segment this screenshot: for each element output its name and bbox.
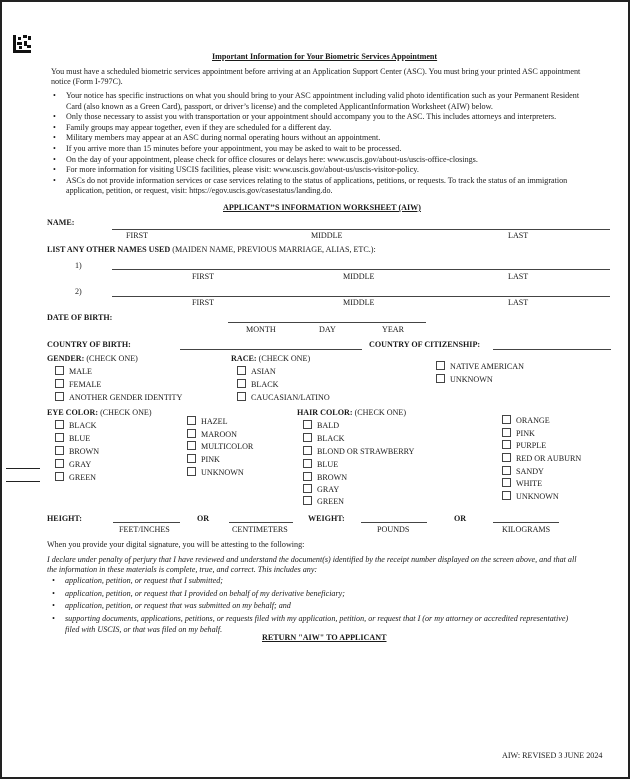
bullet-item: • Military members may appear at an ASC during normal operating hours without an appointment. xyxy=(50,133,579,144)
hair-option[interactable]: SANDY xyxy=(502,466,544,477)
name-field[interactable] xyxy=(112,229,610,230)
weight-label: WEIGHT: xyxy=(308,514,345,523)
race-option-native-american[interactable]: NATIVE AMERICAN xyxy=(436,361,524,372)
eye-option[interactable]: BROWN xyxy=(55,446,99,457)
country-citizenship-label: COUNTRY OF CITIZENSHIP: xyxy=(369,340,481,349)
checkbox-icon[interactable] xyxy=(303,484,312,493)
bullet-item: • Your notice has specific instructions on what you should bring to your ASC appointment including valid photo identification such as your Permanent Resident Card (also known as a Green Card), passport, or driver’s license) and the completed ApplicantInformation Worksheet (AIW) below. xyxy=(50,91,579,112)
checkbox-icon[interactable] xyxy=(55,433,64,442)
eye-option[interactable]: PINK xyxy=(187,454,220,465)
bullet-item: • Family groups may appear together, even if they are scheduled for a different day. xyxy=(50,123,579,134)
checkbox-icon[interactable] xyxy=(502,478,511,487)
hair-option[interactable]: WHITE xyxy=(502,478,542,489)
checkbox-icon[interactable] xyxy=(502,491,511,500)
attest-item: • supporting documents, applications, petitions, or requests filed with my application, petition, or request that I (or my attorney or accredited representative) filed with USCIS, or that was filed on my behalf. xyxy=(49,613,568,635)
checkbox-icon[interactable] xyxy=(502,440,511,449)
checkbox-icon[interactable] xyxy=(502,466,511,475)
dob-label: DATE OF BIRTH: xyxy=(47,313,113,322)
name-middle-caption: MIDDLE xyxy=(311,231,343,240)
checkbox-icon[interactable] xyxy=(187,429,196,438)
declaration-line-1: I declare under penalty of perjury that I have reviewed and understand the document(s) identified by the receipt number displayed on the screen above, and that all xyxy=(47,555,577,564)
attest-intro: When you provide your digital signature, you will be attesting to the following: xyxy=(47,540,305,549)
other-name-1-field[interactable] xyxy=(112,269,610,270)
hair-option[interactable]: GRAY xyxy=(303,484,339,495)
worksheet-title: APPLICANT’’S INFORMATION WORKSHEET (AIW) xyxy=(223,203,421,212)
gender-option-male[interactable]: MALE xyxy=(55,366,92,377)
gender-option-another[interactable]: ANOTHER GENDER IDENTITY xyxy=(55,392,182,403)
hair-option[interactable]: GREEN xyxy=(303,496,344,507)
country-birth-field[interactable] xyxy=(180,349,362,350)
checkbox-icon[interactable] xyxy=(187,441,196,450)
hair-option[interactable]: PINK xyxy=(502,428,535,439)
race-heading: RACE: (CHECK ONE) xyxy=(231,354,311,363)
hair-option[interactable]: UNKNOWN xyxy=(502,491,559,502)
checkbox-icon[interactable] xyxy=(436,361,445,370)
eye-option[interactable]: HAZEL xyxy=(187,416,228,427)
eye-option[interactable]: GREEN xyxy=(55,472,96,483)
checkbox-icon[interactable] xyxy=(237,379,246,388)
name-label: NAME: xyxy=(47,218,75,227)
intro-text-cont: notice (Form I-797C). xyxy=(51,77,123,86)
country-birth-label: COUNTRY OF BIRTH: xyxy=(47,340,131,349)
checkbox-icon[interactable] xyxy=(55,459,64,468)
hair-option[interactable]: BLOND OR STRAWBERRY xyxy=(303,446,414,457)
dob-field[interactable] xyxy=(228,322,426,323)
margin-mark xyxy=(6,481,40,482)
other-name-2-middle-caption: MIDDLE xyxy=(343,298,375,307)
other-name-1-first-caption: FIRST xyxy=(192,272,215,281)
checkbox-icon[interactable] xyxy=(303,446,312,455)
checkbox-icon[interactable] xyxy=(502,453,511,462)
hair-color-heading: HAIR COLOR: (CHECK ONE) xyxy=(297,408,407,417)
checkbox-icon[interactable] xyxy=(187,454,196,463)
checkbox-icon[interactable] xyxy=(55,420,64,429)
race-option-asian[interactable]: ASIAN xyxy=(237,366,276,377)
checkbox-icon[interactable] xyxy=(55,472,64,481)
hair-option[interactable]: BLACK xyxy=(303,433,344,444)
dob-month-caption: MONTH xyxy=(246,325,276,334)
hair-option[interactable]: BLUE xyxy=(303,459,338,470)
eye-option[interactable]: BLACK xyxy=(55,420,96,431)
checkbox-icon[interactable] xyxy=(55,446,64,455)
hair-option[interactable]: RED OR AUBURN xyxy=(502,453,581,464)
revision-footer: AIW: REVISED 3 JUNE 2024 xyxy=(502,751,603,760)
other-name-1-middle-caption: MIDDLE xyxy=(343,272,375,281)
eye-option[interactable]: BLUE xyxy=(55,433,90,444)
race-option-unknown[interactable]: UNKNOWN xyxy=(436,374,493,385)
2d-barcode-icon xyxy=(13,35,31,53)
pounds-caption: POUNDS xyxy=(377,525,410,534)
attest-item: • application, petition, or request that I submitted; xyxy=(49,575,568,588)
gender-heading: GENDER: (CHECK ONE) xyxy=(47,354,138,363)
dob-day-caption: DAY xyxy=(319,325,336,334)
eye-option[interactable]: UNKNOWN xyxy=(187,467,244,478)
height-feet-field[interactable] xyxy=(113,522,180,523)
return-aiw-label: RETURN "AIW" TO APPLICANT xyxy=(262,633,387,642)
bullet-item: • For more information for visiting USCIS facilities, please visit: www.uscis.gov/about-us/uscis-visitor-policy. xyxy=(50,165,579,176)
bullet-item: • If you arrive more than 15 minutes before your appointment, you may be asked to wait to be processed. xyxy=(50,144,579,155)
checkbox-icon[interactable] xyxy=(502,428,511,437)
checkbox-icon[interactable] xyxy=(303,459,312,468)
declaration-line-2: the information in these materials is complete, true, and correct. This includes any: xyxy=(47,565,318,574)
info-title: Important Information for Your Biometric Services Appointment xyxy=(212,52,438,61)
height-or: OR xyxy=(197,514,210,523)
race-option-black[interactable]: BLACK xyxy=(237,379,278,390)
checkbox-icon[interactable] xyxy=(55,366,64,375)
other-name-1-last-caption: LAST xyxy=(508,272,529,281)
bullet-item: • On the day of your appointment, please check for office closures or delays here: www.uscis.gov/about-us/uscis-office-closings. xyxy=(50,155,579,166)
checkbox-icon[interactable] xyxy=(237,392,246,401)
checkbox-icon[interactable] xyxy=(55,379,64,388)
feet-inches-caption: FEET/INCHES xyxy=(119,525,170,534)
margin-mark xyxy=(6,468,40,469)
height-label: HEIGHT: xyxy=(47,514,82,523)
other-name-1-number: 1) xyxy=(75,261,82,270)
attest-item: • application, petition, or request that I provided on behalf of my derivative beneficiary; xyxy=(49,588,568,601)
race-option-caucasian-latino[interactable]: CAUCASIAN/LATINO xyxy=(237,392,330,403)
eye-option[interactable]: GRAY xyxy=(55,459,91,470)
kilograms-caption: KILOGRAMS xyxy=(502,525,551,534)
other-name-2-field[interactable] xyxy=(112,296,610,297)
gender-option-female[interactable]: FEMALE xyxy=(55,379,101,390)
height-cm-field[interactable] xyxy=(229,522,293,523)
hair-option[interactable]: BROWN xyxy=(303,472,347,483)
bullet-item: • ASCs do not provide information services or case services relating to the status of applications, petitions, or requests. To track the status of an immigration application, petition, or request, visit: https://egov.uscis.gov/casestatus/landing.do. xyxy=(50,176,579,197)
weight-or: OR xyxy=(454,514,467,523)
other-name-2-last-caption: LAST xyxy=(508,298,529,307)
attest-item: • application, petition, or request that was submitted on my behalf; and xyxy=(49,600,568,613)
dob-year-caption: YEAR xyxy=(382,325,405,334)
hair-option[interactable]: PURPLE xyxy=(502,440,546,451)
checkbox-icon[interactable] xyxy=(303,433,312,442)
checkbox-icon[interactable] xyxy=(502,415,511,424)
bullet-item: • Only those necessary to assist you with transportation or your appointment should accompany you to the ASC. This includes attorneys and interpreters. xyxy=(50,112,579,123)
info-bullets xyxy=(50,91,579,197)
country-citizenship-field[interactable] xyxy=(493,349,611,350)
checkbox-icon[interactable] xyxy=(436,374,445,383)
hair-option[interactable]: ORANGE xyxy=(502,415,550,426)
checkbox-icon[interactable] xyxy=(303,472,312,481)
checkbox-icon[interactable] xyxy=(303,496,312,505)
checkbox-icon[interactable] xyxy=(55,392,64,401)
checkbox-icon[interactable] xyxy=(187,416,196,425)
name-first-caption: FIRST xyxy=(126,231,149,240)
intro-text: You must have a scheduled biometric services appointment before arriving at an Application Support Center (ASC). You must bring your printed ASC appointment xyxy=(51,67,581,76)
name-last-caption: LAST xyxy=(508,231,529,240)
eye-option[interactable]: MAROON xyxy=(187,429,237,440)
centimeters-caption: CENTIMETERS xyxy=(232,525,288,534)
eye-option[interactable]: MULTICOLOR xyxy=(187,441,253,452)
other-names-heading: LIST ANY OTHER NAMES USED (MAIDEN NAME, PREVIOUS MARRIAGE, ALIAS, ETC.): xyxy=(47,245,376,254)
checkbox-icon[interactable] xyxy=(187,467,196,476)
eye-color-heading: EYE COLOR: (CHECK ONE) xyxy=(47,408,152,417)
other-name-2-number: 2) xyxy=(75,287,82,296)
weight-kg-field[interactable] xyxy=(493,522,559,523)
other-name-2-first-caption: FIRST xyxy=(192,298,215,307)
weight-lb-field[interactable] xyxy=(361,522,427,523)
checkbox-icon[interactable] xyxy=(303,420,312,429)
attest-items xyxy=(49,575,568,635)
checkbox-icon[interactable] xyxy=(237,366,246,375)
hair-option[interactable]: BALD xyxy=(303,420,339,431)
